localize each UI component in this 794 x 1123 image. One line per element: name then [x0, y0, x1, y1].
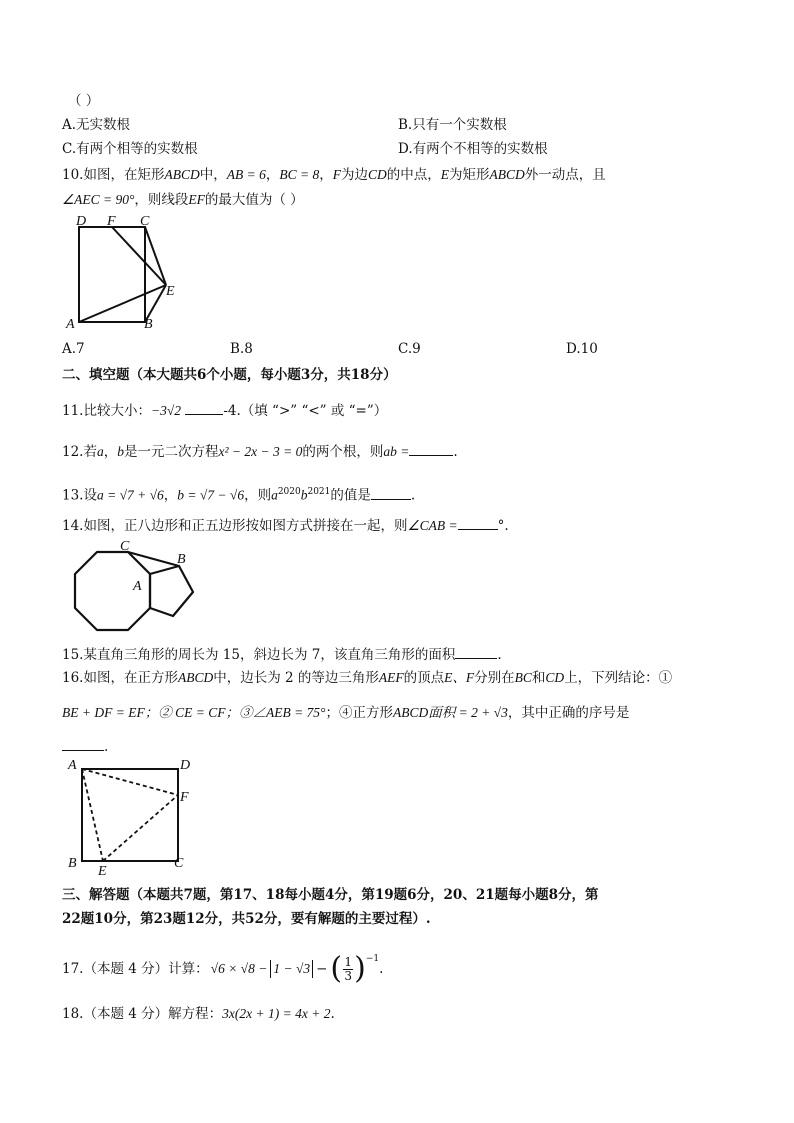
- q17-fraction: [343, 956, 353, 983]
- q10-label-b: B: [144, 317, 153, 332]
- q10-cd: CD: [367, 167, 387, 182]
- q13-text: ，: [163, 487, 178, 504]
- q16-text: 上，下列结论：①: [564, 670, 673, 686]
- q16-square: ABCD: [392, 705, 429, 720]
- q14-text: °.: [497, 518, 509, 534]
- q12-answer-blank: [409, 442, 453, 456]
- q11-number: 11.: [62, 403, 84, 419]
- q18-text: .: [330, 1006, 335, 1022]
- q16-text: 和: [531, 670, 546, 686]
- q10-angle: ∠AEC = 90°: [62, 192, 135, 207]
- q16-answer-blank: [62, 737, 104, 751]
- q12-a: a: [96, 444, 104, 459]
- q16-line1: [62, 669, 672, 687]
- q16-text: 中，边长为 2 的等边三角形: [213, 670, 379, 686]
- q16-figure: [62, 755, 202, 880]
- q10-bc: BC = 8: [279, 167, 320, 182]
- q16-triangle: AEF: [378, 670, 404, 685]
- q16-text: ；④正方形: [325, 705, 393, 721]
- q16-square: ABCD: [177, 670, 214, 685]
- q10-segment-ce: [145, 227, 166, 285]
- q13: [62, 483, 415, 505]
- q13-text: ，则: [244, 487, 272, 504]
- q13-exponent-b: 2021: [307, 487, 331, 497]
- section3-title-line1: 三、解答题（本题共7题，第17、18每小题4分，第19题6分，20、21题每小题8分，第: [62, 887, 599, 903]
- q18-equation: 3x(2x + 1) = 4x + 2: [222, 1006, 331, 1021]
- q13-number: 13.: [62, 487, 84, 504]
- q17-exponent: −1: [365, 954, 380, 964]
- q10-text: 的最大值为（ ）: [204, 192, 304, 208]
- q13-power-b: b: [300, 487, 308, 503]
- q12-ab: ab =: [383, 444, 410, 459]
- q12-equation: x² − 2x − 3 = 0: [218, 444, 303, 459]
- q16-label-e: E: [98, 864, 107, 879]
- q17: [62, 951, 384, 986]
- q13-text: .: [410, 487, 416, 504]
- q17-right-paren: ): [354, 951, 366, 986]
- q13-text: 的值是: [330, 487, 371, 504]
- q9-option-c: C.有两个相等的实数根: [62, 141, 198, 157]
- q14-number: 14.: [62, 518, 84, 534]
- q10-text: 为矩形: [448, 167, 490, 183]
- q16-number: 16.: [62, 670, 84, 686]
- q10-rect-name: ABCD: [164, 167, 200, 182]
- q14-angle: ∠CAB =: [407, 518, 458, 533]
- q14-pentagon: [150, 566, 193, 616]
- q16-segment-ef: [103, 795, 178, 861]
- q18-text: （本题 4 分）解方程：: [83, 1006, 223, 1022]
- q16-bc: BC: [514, 670, 532, 685]
- q10-text: 外一动点，且: [524, 167, 606, 183]
- q13-text: 设: [83, 487, 97, 504]
- q16-text: ，其中正确的序号是: [507, 705, 630, 721]
- q17-expression: √6 × √8 −: [210, 961, 268, 976]
- q10-ab: AB = 6: [226, 167, 266, 182]
- q13-b-definition: b = √7 − √6: [177, 487, 245, 503]
- q9-option-b: B.只有一个实数根: [398, 117, 507, 133]
- q10-segment-ae: [79, 285, 166, 322]
- section3-title-line2: 22题10分，第23题12分，共52分，要有解题的主要过程）.: [62, 911, 431, 927]
- q11-expression: −3√2: [150, 403, 182, 418]
- q12-text: 的两个根，则: [302, 444, 384, 460]
- q17-text: （本题 4 分）计算：: [83, 961, 209, 977]
- q16-label-b: B: [68, 856, 77, 871]
- q16-label-f: F: [180, 790, 189, 805]
- q14: [62, 516, 509, 535]
- q17-number: 17.: [62, 961, 84, 977]
- q17-absolute-value: 1 − √3: [270, 960, 313, 978]
- q12-text: 是一元二次方程: [123, 444, 219, 460]
- q10-option-d: D.10: [566, 341, 598, 357]
- q10-label-c: C: [140, 214, 150, 229]
- section2-title: 二、填空题（本大题共6个小题，每小题3分，共18分）: [62, 367, 397, 383]
- q15-text: 某直角三角形的周长为 15，斜边长为 7，该直角三角形的面积: [83, 647, 456, 663]
- q13-a-definition: a = √7 + √6: [96, 487, 164, 503]
- q10-text: 的中点，: [386, 167, 441, 183]
- q11: [62, 401, 387, 420]
- q10-label-e: E: [166, 284, 175, 299]
- q12-number: 12.: [62, 444, 84, 460]
- q16-text: .: [104, 739, 109, 755]
- q15: [62, 645, 502, 664]
- q16-segment-ae: [82, 769, 103, 861]
- q16-line2: [62, 704, 629, 722]
- q16-conclusion-1: BE + DF = EF: [62, 705, 145, 720]
- q12-text: ，: [103, 444, 118, 460]
- q12-b: b: [117, 444, 124, 459]
- q11-answer-blank: [185, 401, 223, 415]
- q15-text: .: [497, 647, 502, 663]
- q14-answer-blank: [458, 516, 498, 530]
- q16-label-a: A: [68, 758, 77, 773]
- q16-cd: CD: [545, 670, 565, 685]
- q10-option-c: C.9: [398, 341, 421, 357]
- q14-label-a: A: [133, 579, 142, 594]
- q16-label-d: D: [180, 758, 191, 773]
- q10-label-d: D: [76, 214, 87, 229]
- q15-answer-blank: [455, 645, 497, 659]
- q16-conclusion-3: ；③∠AEB = 75°: [225, 705, 326, 720]
- q10-text: ，则线段: [134, 192, 189, 208]
- q10-option-a: A.7: [62, 341, 85, 357]
- q13-power-a: a: [271, 487, 278, 503]
- q18-number: 18.: [62, 1006, 84, 1022]
- q17-denominator: 3: [344, 968, 352, 983]
- q14-figure: [62, 538, 202, 638]
- q10-label-f: F: [107, 214, 116, 229]
- q16-text: 如图，在正方形: [83, 670, 178, 686]
- q12-text: 若: [83, 444, 97, 460]
- q10-ef: EF: [188, 192, 205, 207]
- q16-line3: [62, 737, 108, 756]
- q9-option-d: D.有两个不相等的实数根: [398, 141, 548, 157]
- q10-text: 为边: [340, 167, 368, 183]
- q9-option-a: A.无实数根: [62, 117, 131, 133]
- q11-text: 比较大小：: [83, 403, 151, 419]
- q16-segment-af: [82, 769, 178, 795]
- q17-text: .: [379, 961, 384, 977]
- q15-number: 15.: [62, 647, 84, 663]
- q14-label-c: C: [120, 539, 130, 554]
- q17-left-paren: (: [330, 951, 343, 986]
- q10-rect-name: ABCD: [489, 167, 525, 182]
- q16-text: 的顶点: [403, 670, 445, 686]
- q10-e: E: [440, 167, 449, 182]
- q16-conclusion-2: ；② CE = CF: [144, 705, 226, 720]
- q13-exponent-a: 2020: [277, 487, 301, 497]
- q10-number: 10.: [62, 167, 84, 183]
- q17-minus: −: [316, 961, 328, 977]
- q11-text: -4.（填 “>” “<” 或 “=”）: [223, 403, 388, 419]
- q10-text: 如图，在矩形: [83, 167, 165, 183]
- q10-segment-fe: [112, 227, 166, 285]
- q14-text: 如图，正八边形和正五边形按如图方式拼接在一起，则: [83, 518, 408, 534]
- q13-answer-blank: [371, 486, 411, 500]
- q16-conclusion-4: 面积 = 2 + √3: [428, 705, 508, 720]
- q16-text: 分别在: [474, 670, 515, 686]
- q16-vertices: E、F: [444, 670, 475, 685]
- q9-answer-paren: （ ）: [68, 93, 100, 109]
- q10-line1: 10.如图，在矩形ABCD中，AB = 6，BC = 8，F为边CD的中点，E为矩形ABCD外一动点，且: [62, 167, 606, 183]
- q12: [62, 442, 458, 461]
- q10-option-b: B.8: [230, 341, 253, 357]
- q10-line2: [62, 191, 304, 209]
- q14-label-b: B: [177, 552, 186, 567]
- q12-text: .: [453, 444, 458, 460]
- q10-label-a: A: [66, 317, 75, 332]
- q18: [62, 1005, 335, 1023]
- q10-text: 中，: [199, 167, 227, 183]
- q10-f: F: [332, 167, 341, 182]
- q10-figure: [62, 212, 192, 334]
- q16-label-c: C: [174, 856, 184, 871]
- q17-numerator: 1: [344, 954, 352, 969]
